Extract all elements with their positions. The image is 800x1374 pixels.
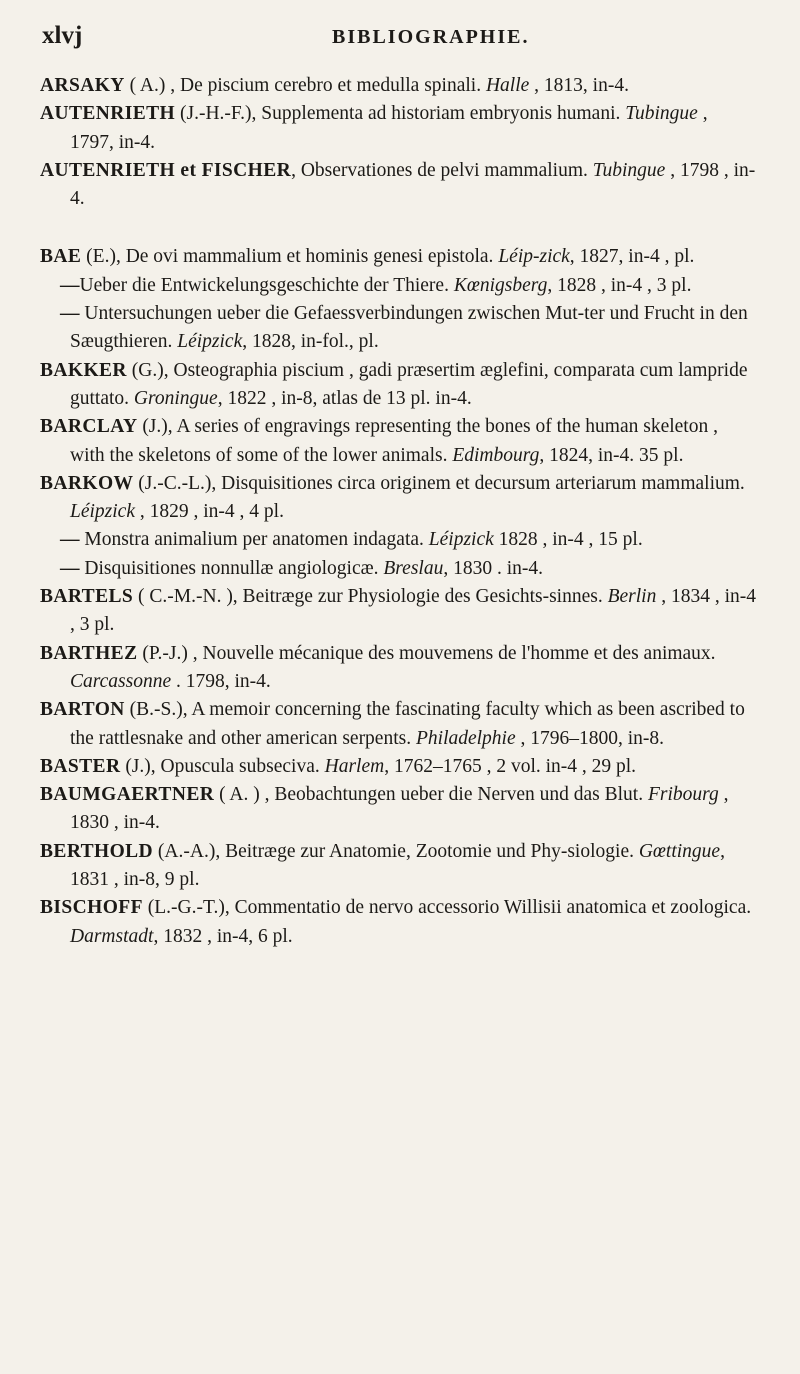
bibliography-entry <box>40 696 756 753</box>
entry-author: BARCLAY <box>40 416 138 438</box>
entry-author: BARTELS <box>40 586 134 608</box>
entry-author: BAUMGAERTNER <box>40 784 215 806</box>
entry-title: ( A.) , De piscium cerebro et medulla spinali. <box>124 75 486 96</box>
entry-details: , 1830 , in-4. <box>70 784 729 834</box>
running-head: BIBLIOGRAPHIE. <box>332 26 530 48</box>
entry-author: AUTENRIETH <box>40 103 176 125</box>
entry-title: Ueber die Entwickelungsgeschichte der Thiere. <box>79 274 454 296</box>
entry-details: , 1798 , in-4. <box>70 159 756 210</box>
bibliography-entry <box>40 72 756 100</box>
entry-author: BARTHEZ <box>40 642 138 664</box>
entry-details: , 1828, in-fol., pl. <box>242 331 379 353</box>
entry-place: Edimbourg <box>452 444 540 466</box>
bibliography-section <box>40 72 756 213</box>
bibliography-entry <box>40 838 756 895</box>
entry-details: , 1762–1765 , 2 vol. in-4 , 29 pl. <box>384 755 637 777</box>
entry-author: BERTHOLD <box>40 840 154 862</box>
same-author-dash: — <box>60 303 80 325</box>
entry-place: Gœttingue <box>638 840 721 862</box>
entry-details: , 1831 , in-8, 9 pl. <box>70 840 725 891</box>
entry-title: (J.-H.-F.), Supplementa ad historiam embryonis humani. <box>175 103 626 125</box>
page-header <box>40 22 756 62</box>
entry-author: AUTENRIETH et FISCHER <box>40 159 292 181</box>
same-author-dash: — <box>60 557 80 579</box>
entry-place: Léipzick <box>428 529 494 551</box>
entry-title: (J.-C.-L.), Disquisitiones circa originem et decursum arteriarum mammalium. <box>133 472 745 494</box>
entry-author: ARSAKY <box>40 75 125 96</box>
bibliography-body <box>40 72 756 951</box>
entry-place: Léip-zick <box>498 246 570 268</box>
entry-author: BASTER <box>40 755 121 777</box>
entry-place: Léipzick <box>177 331 243 353</box>
entry-place: Kœnigsberg <box>453 274 548 296</box>
same-author-dash: — <box>60 529 80 551</box>
page-number: xlvj <box>42 22 83 49</box>
bibliography-entry <box>40 413 756 470</box>
entry-details: , 1796–1800, in-8. <box>515 727 665 749</box>
entry-details: , 1813, in-4. <box>529 75 629 96</box>
bibliography-section <box>40 243 756 950</box>
entry-title: (P.-J.) , Nouvelle mécanique des mouvemens de l'homme et des animaux. <box>137 642 716 664</box>
entry-title: ( C.-M.-N. ), Beitræge zur Physiologie des Gesichts-sinnes. <box>133 586 608 608</box>
entry-details: . 1798, in-4. <box>171 670 271 692</box>
entry-title: (J.), Opuscula subseciva. <box>120 755 325 777</box>
entry-title: (A.-A.), Beitræge zur Anatomie, Zootomie und Phy-siologie. <box>153 840 639 862</box>
entry-place: Berlin <box>607 586 657 608</box>
entry-details: , 1822 , in-8, atlas de 13 pl. in-4. <box>217 387 472 409</box>
entry-place: Tubingue <box>625 103 698 125</box>
bibliography-entry <box>40 753 756 781</box>
entry-details: , 1829 , in-4 , 4 pl. <box>134 501 284 523</box>
entry-details: , 1824, in-4. 35 pl. <box>539 444 684 466</box>
entry-title: (B.-S.), A memoir concerning the fascinating faculty which as been ascribed to the rattlesnake and other american serpents. <box>70 699 745 749</box>
bibliography-entry <box>40 157 756 214</box>
entry-title: Monstra animalium per anatomen indagata. <box>79 529 429 551</box>
entry-details: , 1832 , in-4, 6 pl. <box>153 925 293 947</box>
bibliography-entry <box>40 894 756 951</box>
entry-details: 1828 , in-4 , 15 pl. <box>493 529 643 551</box>
entry-place: Fribourg <box>647 784 719 806</box>
entry-title: (L.-G.-T.), Commentatio de nervo accessorio Willisii anatomica et zoologica. <box>142 897 752 919</box>
entry-details: , 1797, in-4. <box>70 103 708 153</box>
bibliography-entry <box>40 640 756 697</box>
entry-title: ( A. ) , Beobachtungen ueber die Nerven und das Blut. <box>214 784 648 806</box>
bibliography-entry <box>40 583 756 640</box>
entry-place: Breslau <box>383 557 444 579</box>
bibliography-entry <box>40 243 756 271</box>
entry-author: BARTON <box>40 699 125 721</box>
entry-title: (G.), Osteographia piscium , gadi præsertim æglefini, comparata cum lampride guttato. <box>70 359 748 409</box>
bibliography-entry <box>40 357 756 414</box>
entry-place: Groningue <box>133 387 218 409</box>
entry-place: Halle <box>485 75 530 96</box>
bibliography-entry <box>40 100 756 157</box>
entry-title: , Observationes de pelvi mammalium. <box>291 159 593 181</box>
entry-author: BAKKER <box>40 359 127 381</box>
entry-author: BISCHOFF <box>40 897 143 919</box>
entry-place: Harlem <box>324 755 385 777</box>
entry-details: , 1827, in-4 , pl. <box>569 246 695 268</box>
entry-title: Untersuchungen ueber die Gefaessverbindungen zwischen Mut-ter und Frucht in den Sæugthieren. <box>70 303 748 353</box>
entry-title: (E.), De ovi mammalium et hominis genesi epistola. <box>81 246 499 268</box>
entry-place: Léipzick <box>70 501 135 523</box>
entry-details: , 1828 , in-4 , 3 pl. <box>547 274 692 296</box>
entry-place: Darmstadt <box>70 925 154 947</box>
entry-details: , 1830 . in-4. <box>443 557 544 579</box>
entry-title: (J.), A series of engravings representing the bones of the human skeleton , with the skeletons of some of the lower animals. <box>70 416 718 466</box>
entry-author: BARKOW <box>40 472 134 494</box>
entry-place: Tubingue <box>592 159 666 181</box>
entry-place: Philadelphie <box>415 727 516 749</box>
entry-author: BAE <box>40 246 82 268</box>
bibliography-entry <box>40 470 756 527</box>
bibliography-entry <box>40 272 756 300</box>
bibliography-entry <box>40 300 756 357</box>
bibliography-entry <box>40 555 756 583</box>
entry-details: , 1834 , in-4 , 3 pl. <box>70 586 757 636</box>
bibliography-entry <box>40 526 756 554</box>
bibliography-entry <box>40 781 756 838</box>
entry-title: Disquisitiones nonnullæ angiologicæ. <box>79 557 384 579</box>
entry-place: Carcassonne <box>70 670 172 692</box>
same-author-dash: — <box>60 274 80 296</box>
